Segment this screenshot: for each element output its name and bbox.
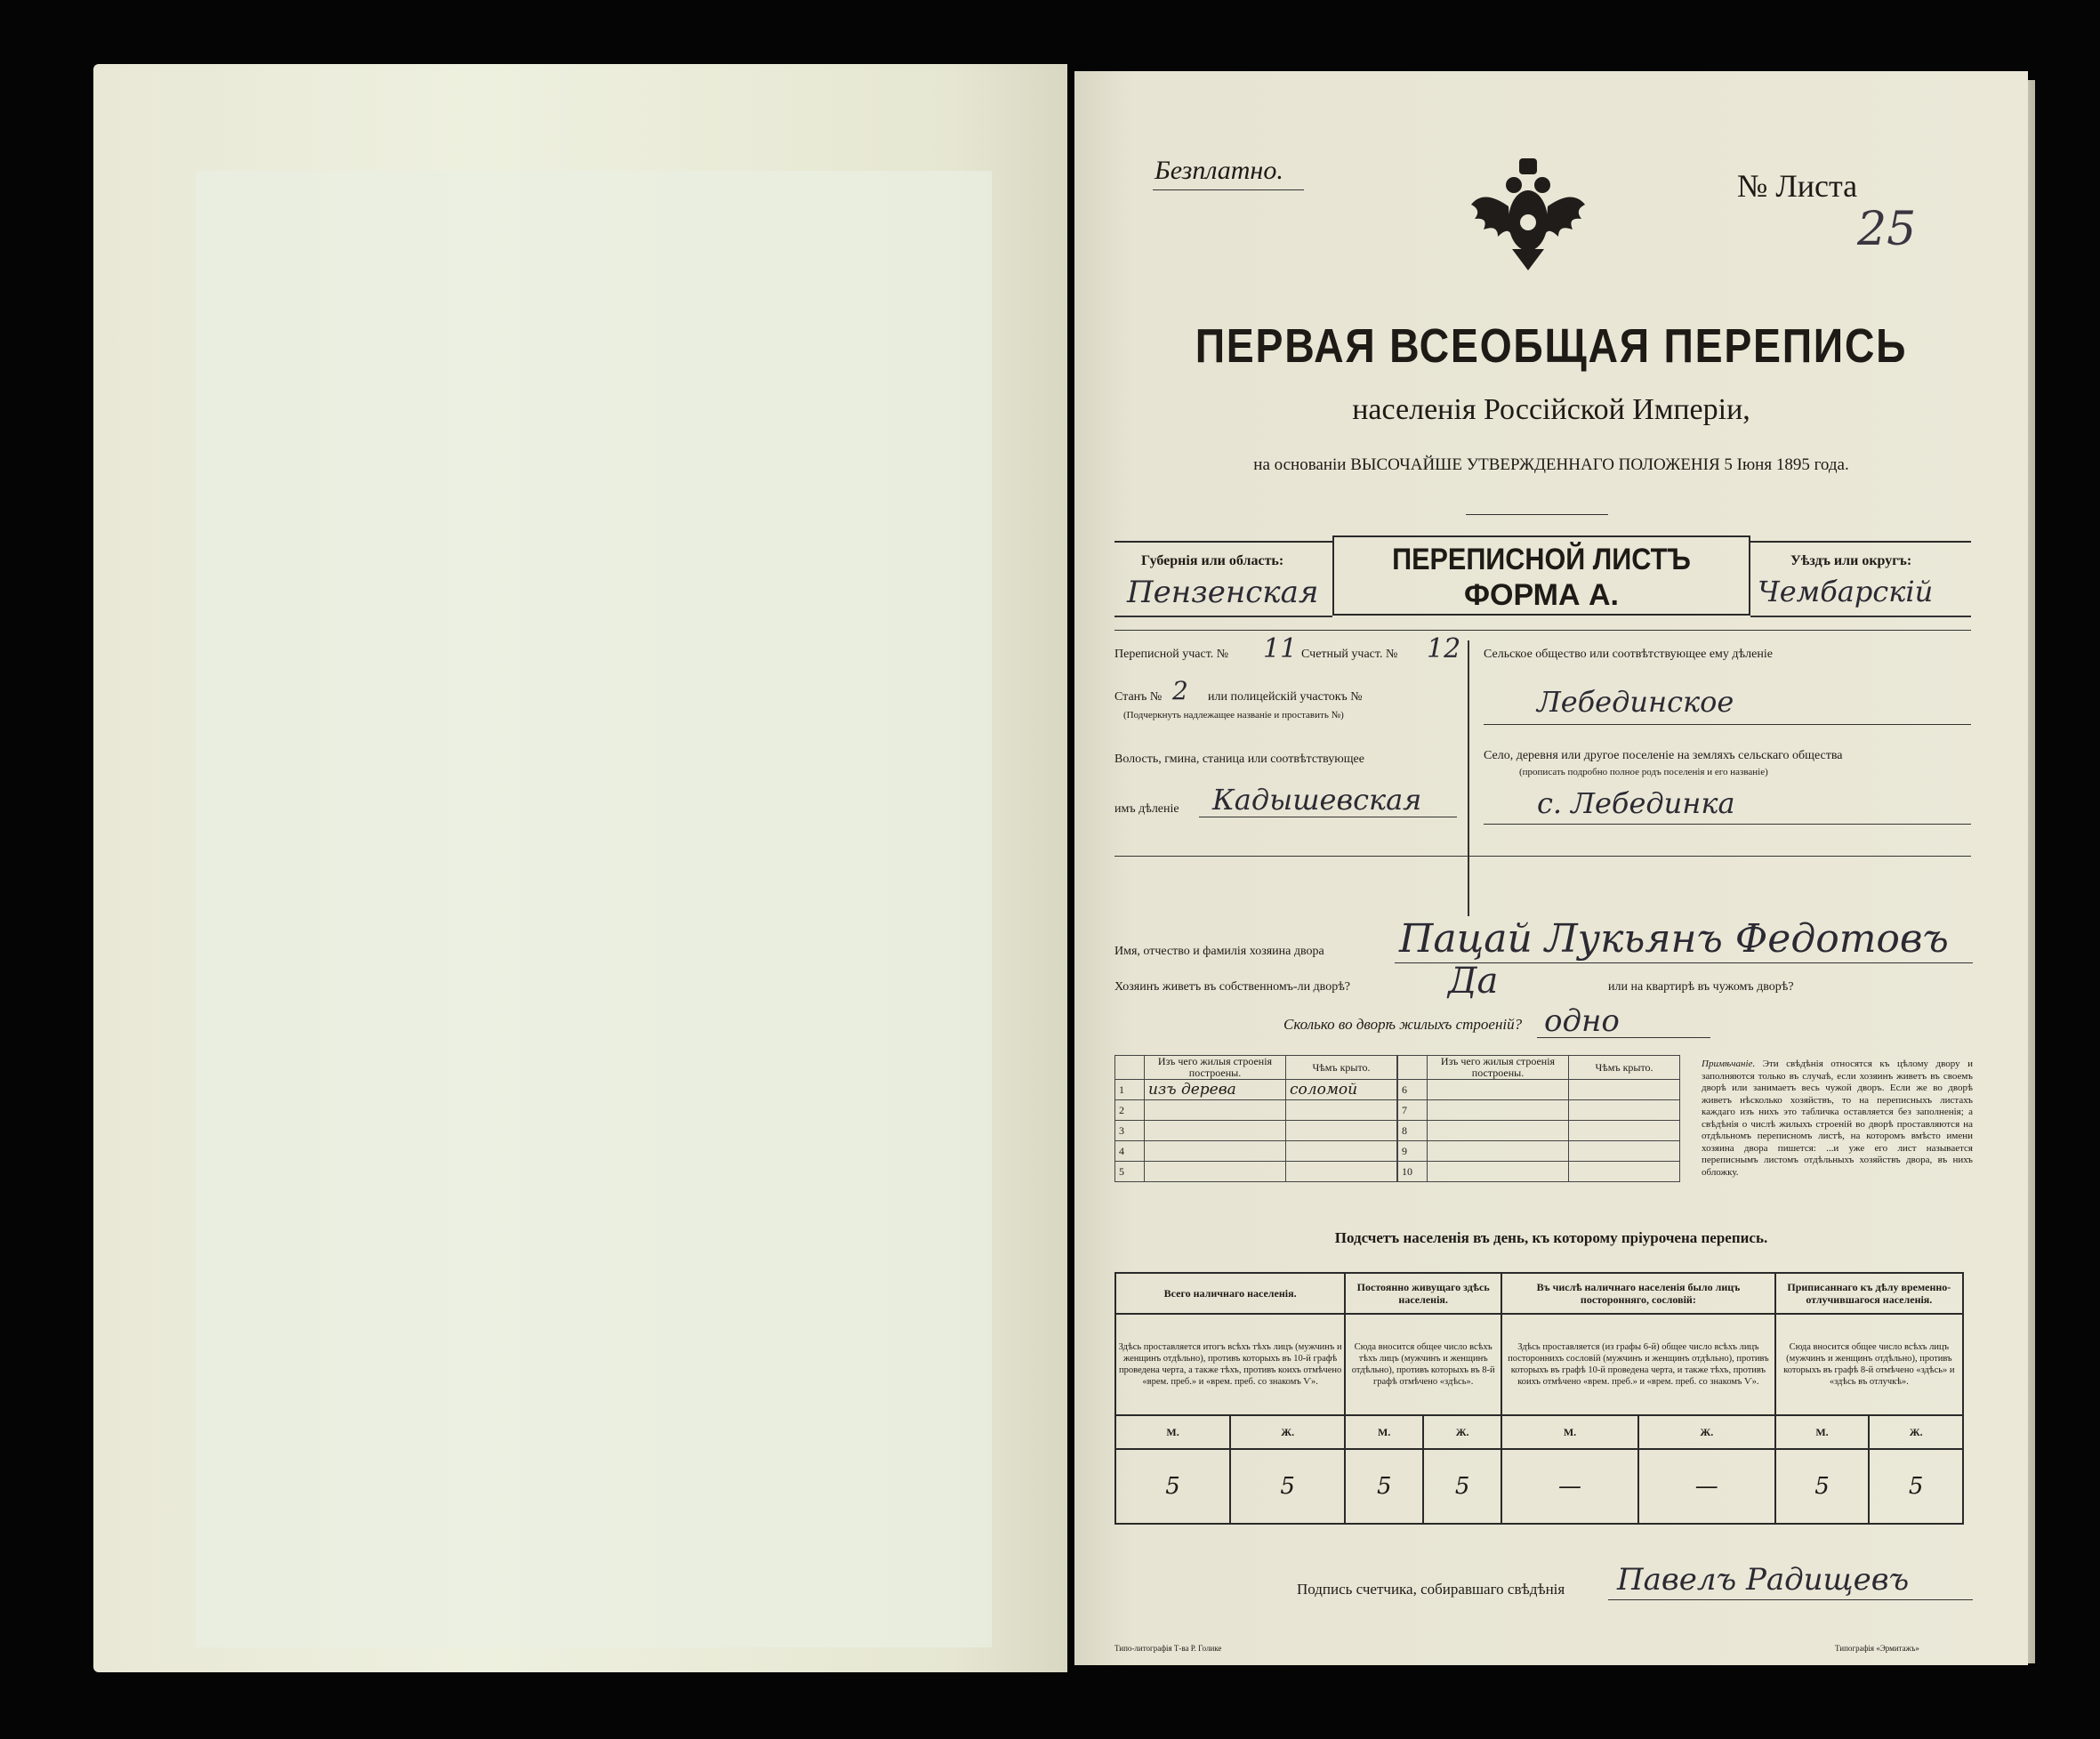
buildings-row	[1398, 1162, 1680, 1182]
male-count: 5	[1345, 1449, 1423, 1524]
free-label: Безплатно.	[1155, 156, 1283, 185]
left-page-print-area	[196, 171, 992, 1647]
sheet-number-value: 25	[1857, 203, 1917, 256]
roof-cell: соломой	[1286, 1080, 1397, 1100]
row-number: 5	[1115, 1162, 1145, 1182]
police-note: (Подчеркнуть надлежащее названіе и проставить №)	[1123, 710, 1344, 721]
census-section-value: 11	[1263, 633, 1298, 664]
roof-cell	[1569, 1162, 1680, 1182]
material-cell	[1428, 1121, 1569, 1141]
gubernia-label: Губернія или область:	[1141, 553, 1284, 568]
own-yard-label: Хозяинъ живетъ въ собственномъ-ли дворѣ?	[1114, 980, 1351, 994]
roof-cell	[1286, 1121, 1397, 1141]
row-number: 7	[1398, 1100, 1428, 1121]
buildings-row	[1398, 1080, 1680, 1100]
police-label: или полицейскій участокъ №	[1208, 690, 1363, 704]
note-text: Эти свѣдѣнія относятся къ цѣлому двору и заполняются только въ случаѣ, если хозяинъ живетъ въ своемъ дворѣ или занимаетъ весь чужой дворъ. Если же во дворѣ живетъ нѣсколько хозяйствъ, то на переписныхъ листахъ каждаго изъ нихъ это табличка оставляется без заполненія; а свѣдѣнія о числѣ жилыхъ строеній во дворѣ проставляются на отдѣльномъ переписномъ листѣ, на которомъ вмѣсто имени хозяина двора пишется: ...и уже его лист называется переписнымъ листомъ отдѣльныхъ хозяйствъ двора, въ нихъ обложку.	[1702, 1059, 1973, 1178]
society-value: Лебединское	[1537, 685, 1734, 719]
summary-group-description: Здѣсь проставляется (из графы 6-й) общее число всѣхъ лицъ постороннихъ сословій (мужчинъ и женщинъ отдѣльно), противъ которыхъ въ графѣ 10-й проведена черта, и также тѣхъ, противъ коихъ отмѣчено «врем. преб.» и «врем. преб. со знакомъ Ѵ».	[1501, 1314, 1775, 1415]
roof-cell	[1286, 1141, 1397, 1162]
buildings-row	[1115, 1141, 1397, 1162]
section-rule	[1114, 630, 1971, 631]
buildings-row	[1115, 1080, 1397, 1100]
summary-title: Подсчетъ населенія въ день, къ которому пріурочена перепись.	[1334, 1229, 1768, 1246]
roof-cell	[1286, 1100, 1397, 1121]
counting-section-label: Счетный участ. №	[1301, 648, 1398, 661]
ornament-rule	[1466, 514, 1608, 515]
census-form-page	[1074, 71, 2028, 1665]
gubernia-value: Пензенская	[1127, 575, 1319, 610]
material-cell	[1145, 1141, 1286, 1162]
location-bottom-rule	[1114, 856, 1971, 857]
female-count: —	[1638, 1449, 1775, 1524]
row-number: 9	[1398, 1141, 1428, 1162]
form-name: ФОРМА А.	[1463, 578, 1620, 612]
stan-value: 2	[1172, 676, 1188, 705]
gubernia-rule	[1114, 616, 1332, 617]
male-column-header: М.	[1501, 1415, 1638, 1449]
stan-label: Станъ №	[1114, 690, 1163, 704]
uezd-value: Чембарскій	[1758, 575, 1934, 608]
material-cell: изъ дерева	[1145, 1080, 1286, 1100]
counting-section-value: 12	[1427, 633, 1461, 664]
buildings-table-left	[1114, 1055, 1397, 1182]
imprint-left: Типо-литографія Т-ва Р. Голике	[1114, 1644, 1222, 1653]
row-number: 10	[1398, 1162, 1428, 1182]
volost-label-2: имъ дѣленіе	[1114, 802, 1179, 816]
sheet-title-box	[1332, 535, 1750, 616]
summary-group-header: Въ числѣ наличнаго населенія было лицъ посторонняго, сословій:	[1501, 1273, 1775, 1314]
female-count: 5	[1869, 1449, 1963, 1524]
male-column-header: М.	[1775, 1415, 1870, 1449]
free-label-underline	[1153, 189, 1304, 190]
imprint-right: Типографія «Эрмитажъ»	[1835, 1644, 1919, 1653]
row-number: 2	[1115, 1100, 1145, 1121]
volost-value: Кадышевская	[1212, 783, 1422, 817]
gubernia-box	[1114, 541, 1332, 617]
buildings-label: Сколько во дворѣ жилыхъ строеній?	[1283, 1016, 1523, 1033]
row-number: 4	[1115, 1141, 1145, 1162]
society-rule	[1484, 724, 1971, 725]
buildings-table-right	[1397, 1055, 1680, 1182]
buildings-row	[1398, 1121, 1680, 1141]
female-column-header: Ж.	[1230, 1415, 1345, 1449]
village-value: с. Лебединка	[1537, 786, 1735, 820]
material-cell	[1428, 1100, 1569, 1121]
male-column-header: М.	[1345, 1415, 1423, 1449]
male-count: 5	[1775, 1449, 1870, 1524]
roof-cell	[1569, 1100, 1680, 1121]
buildings-row	[1115, 1121, 1397, 1141]
double-headed-eagle-emblem	[1466, 153, 1590, 278]
buildings-row	[1398, 1141, 1680, 1162]
document-title: ПЕРВАЯ ВСЕОБЩАЯ ПЕРЕПИСЬ	[1195, 319, 1908, 373]
female-column-header: Ж.	[1638, 1415, 1775, 1449]
census-section-label: Переписной участ. №	[1114, 648, 1229, 661]
signature-rule	[1608, 1599, 1973, 1600]
roof-header: Чѣмъ крыто.	[1286, 1056, 1397, 1080]
buildings-row	[1398, 1100, 1680, 1121]
female-count: 5	[1423, 1449, 1501, 1524]
male-count: 5	[1115, 1449, 1230, 1524]
buildings-table	[1114, 1055, 1684, 1182]
row-number: 3	[1115, 1121, 1145, 1141]
material-cell	[1145, 1100, 1286, 1121]
own-yard-value: Да	[1448, 961, 1499, 1002]
buildings-value: одно	[1544, 1003, 1620, 1039]
signature-label: Подпись счетчика, собиравшаго свѣдѣнія	[1297, 1581, 1565, 1598]
summary-group-header: Приписаннаго къ дѣлу временно-отлучившагося населенія.	[1775, 1273, 1963, 1314]
sheet-title: ПЕРЕПИСНОЙ ЛИСТЪ	[1392, 543, 1691, 576]
note-block	[1702, 1059, 1973, 1179]
society-label: Сельское общество или соотвѣтствующее ему дѣленіе	[1484, 648, 1773, 661]
note-title: Примѣчаніе.	[1702, 1059, 1756, 1069]
summary-group-description: Здѣсь проставляется итогъ всѣхъ тѣхъ лицъ (мужчинъ и женщинъ отдѣльно), противъ которыхъ въ 10-й графѣ проведена черта, а также тѣхъ, противъ коихъ отмѣчено «врем. преб.» и «врем. преб. со знакомъ Ѵ».	[1115, 1314, 1345, 1415]
village-note: (прописать подробно полное родъ поселенія и его названіе)	[1519, 767, 1768, 777]
summary-group-header: Постоянно живущаго здѣсь населенія.	[1345, 1273, 1501, 1314]
roof-cell	[1569, 1080, 1680, 1100]
volost-label-1: Волость, гмина, станица или соотвѣтствующее	[1114, 753, 1364, 766]
left-blank-page	[93, 64, 1067, 1672]
document-subtitle: населенія Россійской Имперіи,	[1352, 393, 1750, 426]
roof-cell	[1569, 1141, 1680, 1162]
roof-cell	[1286, 1162, 1397, 1182]
summary-table	[1114, 1272, 1964, 1525]
signature-value: Павелъ Радищевъ	[1617, 1562, 1910, 1598]
village-label: Село, деревня или другое поселеніе на земляхъ сельскаго общества	[1484, 749, 1843, 762]
summary-group-description: Сюда вносится общее число всѣхъ тѣхъ лицъ (мужчинъ и женщинъ отдѣльно), противъ которыхъ въ 8-й графѣ отмѣчено «здѣсь».	[1345, 1314, 1501, 1415]
rented-label: или на квартирѣ въ чужомъ дворѣ?	[1608, 980, 1794, 994]
uezd-label: Уѣздъ или округъ:	[1790, 553, 1912, 568]
row-number: 8	[1398, 1121, 1428, 1141]
female-count: 5	[1230, 1449, 1345, 1524]
female-column-header: Ж.	[1423, 1415, 1501, 1449]
summary-group-header: Всего наличнаго населенія.	[1115, 1273, 1345, 1314]
uezd-rule	[1750, 616, 1971, 617]
material-cell	[1428, 1141, 1569, 1162]
village-rule	[1484, 824, 1971, 825]
roof-cell	[1569, 1121, 1680, 1141]
uezd-box	[1750, 541, 1971, 617]
roof-header-2: Чѣмъ крыто.	[1569, 1056, 1680, 1080]
material-cell	[1428, 1162, 1569, 1182]
material-cell	[1145, 1121, 1286, 1141]
male-count: —	[1501, 1449, 1638, 1524]
owner-name-label: Имя, отчество и фамилія хозяина двора	[1114, 945, 1324, 958]
male-column-header: М.	[1115, 1415, 1230, 1449]
owner-name-value: Пацай Лукьянъ Федотовъ	[1399, 916, 1949, 962]
row-number: 6	[1398, 1080, 1428, 1100]
buildings-row	[1115, 1100, 1397, 1121]
legal-basis: на основаніи ВЫСОЧАЙШЕ УТВЕРЖДЕННАГО ПОЛОЖЕНІЯ 5 Іюня 1895 года.	[1253, 455, 1849, 474]
female-column-header: Ж.	[1869, 1415, 1963, 1449]
material-cell	[1145, 1162, 1286, 1182]
material-header: Изъ чего жилыя строенія построены.	[1145, 1056, 1286, 1080]
buildings-row	[1115, 1162, 1397, 1182]
material-cell	[1428, 1080, 1569, 1100]
material-header-2: Изъ чего жилыя строенія построены.	[1428, 1056, 1569, 1080]
row-number: 1	[1115, 1080, 1145, 1100]
buildings-rule	[1537, 1037, 1710, 1038]
sheet-number-label: № Листа	[1737, 168, 1858, 204]
column-divider	[1468, 640, 1469, 916]
summary-group-description: Сюда вносится общее число всѣхъ лицъ (мужчинъ и женщинъ отдѣльно), противъ которыхъ въ графѣ 8-й отмѣчено «здѣсь» и «здѣсь въ отлучкѣ».	[1775, 1314, 1963, 1415]
